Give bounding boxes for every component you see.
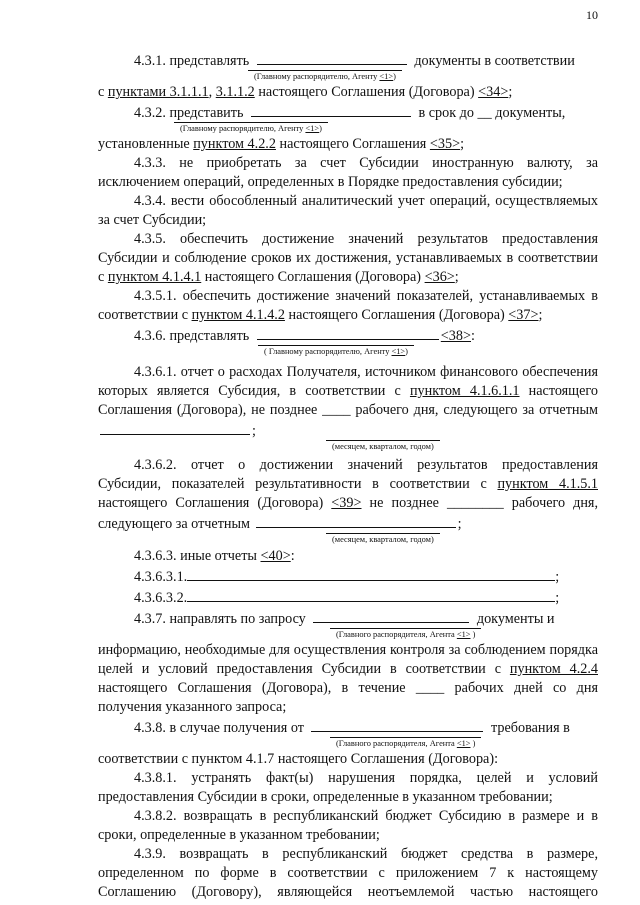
footnote-ref[interactable]: <40>	[260, 548, 291, 564]
blank-field[interactable]	[187, 587, 555, 602]
blank-field[interactable]	[256, 513, 456, 528]
blank-field[interactable]	[257, 325, 439, 340]
link-4-1-6-1-1[interactable]: пунктом 4.1.6.1.1	[409, 383, 520, 399]
clause-4-3-6: 4.3.6. представлять <38>:	[98, 325, 598, 346]
clause-4-3-5: 4.3.5. обеспечить достижение значений результатов предоставления Субсидии и соблюдение сроков их достижения, устанавливаемых в соответствии с пунктом 4.1.4.1 настоящего Соглашения (Договора) <36>;	[98, 231, 598, 285]
clause-4-3-6-1: 4.3.6.1. отчет о расходах Получателя, источником финансового обеспечения которых является Субсидия, в соответствии с пунктом 4.1.6.1.1 настоящего Соглашения (Договора), не позднее ____ рабочего дня, следующего за отчетным ;	[98, 364, 598, 439]
clause-4-3-6-2: 4.3.6.2. отчет о достижении значений результатов предоставления Субсидии, показателей результативности в соответствии с пунктом 4.1.5.1 настоящего Соглашения (Договора) <39> не позднее ________ рабочего дня, следующего за отчетным ;	[98, 457, 598, 532]
link-4-1-4-2[interactable]: пунктом 4.1.4.2	[191, 307, 285, 323]
blank-field[interactable]	[100, 420, 250, 435]
footnote-label: (Главному распорядителю, Агенту <1>)	[98, 122, 598, 134]
footnote-ref[interactable]: <38>	[440, 328, 471, 344]
clause-4-3-4: 4.3.4. вести обособленный аналитический учет операций, осуществляемых за счет Субсидии;	[98, 193, 598, 228]
link-4-1-4-1[interactable]: пунктом 4.1.4.1	[107, 269, 202, 285]
clause-4-3-2-cont: установленные пунктом 4.2.2 настоящего Соглашения <35>;	[98, 136, 465, 152]
clause-4-3-3: 4.3.3. не приобретать за счет Субсидии иностранную валюту, за исключением операций, определенных в Порядке предоставления субсидии;	[98, 155, 598, 190]
footnote-label: (Главному распорядителю, Агенту <1>)	[98, 70, 598, 82]
clause-4-3-9: 4.3.9. возвращать в республиканский бюджет средства в размере, определенном по форме в соответствии с приложением 7 к настоящему Соглашению (Договору), являющейся неотъемлемой частью настоящего	[98, 846, 598, 900]
blank-field[interactable]	[251, 102, 411, 117]
link-4-2-4[interactable]: пунктом 4.2.4	[509, 661, 598, 677]
footnote-label: (Главного распорядителя, Агента <1> )	[98, 737, 598, 749]
link-3-1-1-1[interactable]: пунктами 3.1.1.1	[107, 84, 209, 100]
footnote-label: ( Главному распорядителю, Агенту <1>)	[98, 345, 598, 357]
clause-4-3-1: 4.3.1. представлять документы в соответствии	[98, 50, 598, 71]
document-body	[98, 50, 598, 902]
link-3-1-1-2[interactable]: 3.1.1.2	[215, 84, 255, 100]
footnote-label: (месяцем, кварталом, годом)	[98, 440, 598, 452]
link-4-2-2[interactable]: пунктом 4.2.2	[193, 136, 276, 152]
clause-4-3-6-3: 4.3.6.3. иные отчеты <40>:	[134, 548, 295, 564]
clause-4-3-5-1: 4.3.5.1. обеспечить достижение значений показателей, устанавливаемых в соответствии с пунктом 4.1.4.2 настоящего Соглашения (Договора) <37>;	[98, 288, 598, 323]
clause-4-3-8-cont: соответствии с пунктом 4.1.7 настоящего Соглашения (Договора):	[98, 751, 499, 767]
clause-4-3-7-cont: информацию, необходимые для осуществления контроля за соблюдением порядка целей и условий предоставления Субсидии в соответствии с пунктом 4.2.4 настоящего Соглашения (Договора), в течение ____ рабочих дней со дня получения указанного запроса;	[98, 642, 598, 715]
blank-field[interactable]	[311, 717, 483, 732]
clause-4-3-1-cont: с пунктами 3.1.1.1, 3.1.1.2 настоящего Соглашения (Договора) <34>;	[98, 84, 513, 100]
clause-4-3-8-2: 4.3.8.2. возвращать в республиканский бюджет Субсидию в размере и в сроки, определенные в указанном требовании;	[98, 808, 598, 843]
footnote-ref[interactable]: <36>	[424, 269, 455, 285]
link-4-1-5-1[interactable]: пунктом 4.1.5.1	[497, 476, 598, 492]
footnote-label: (месяцем, кварталом, годом)	[98, 533, 598, 545]
blank-field[interactable]	[187, 566, 555, 581]
footnote-ref[interactable]: <39>	[331, 495, 362, 511]
footnote-ref[interactable]: <37>	[508, 307, 539, 323]
footnote-label: (Главного распорядителя, Агента <1> )	[98, 628, 598, 640]
clause-4-3-2: 4.3.2. представить в срок до __ документы,	[98, 102, 598, 123]
clause-4-3-6-3-2: 4.3.6.3.2. ;	[98, 587, 598, 608]
clause-4-3-8-1: 4.3.8.1. устранять факт(ы) нарушения порядка, целей и условий предоставления Субсидии в сроки, определенные в указанном требовании;	[98, 770, 598, 805]
blank-field[interactable]	[257, 50, 407, 65]
clause-4-3-8: 4.3.8. в случае получения от требования в	[98, 717, 598, 738]
page-number: 10	[586, 8, 598, 22]
clause-4-3-7: 4.3.7. направлять по запросу документы и	[98, 608, 598, 629]
footnote-ref[interactable]: <34>	[478, 84, 509, 100]
footnote-ref[interactable]: <35>	[429, 136, 461, 152]
clause-4-3-6-3-1: 4.3.6.3.1. ;	[98, 566, 598, 587]
blank-field[interactable]	[313, 608, 469, 623]
